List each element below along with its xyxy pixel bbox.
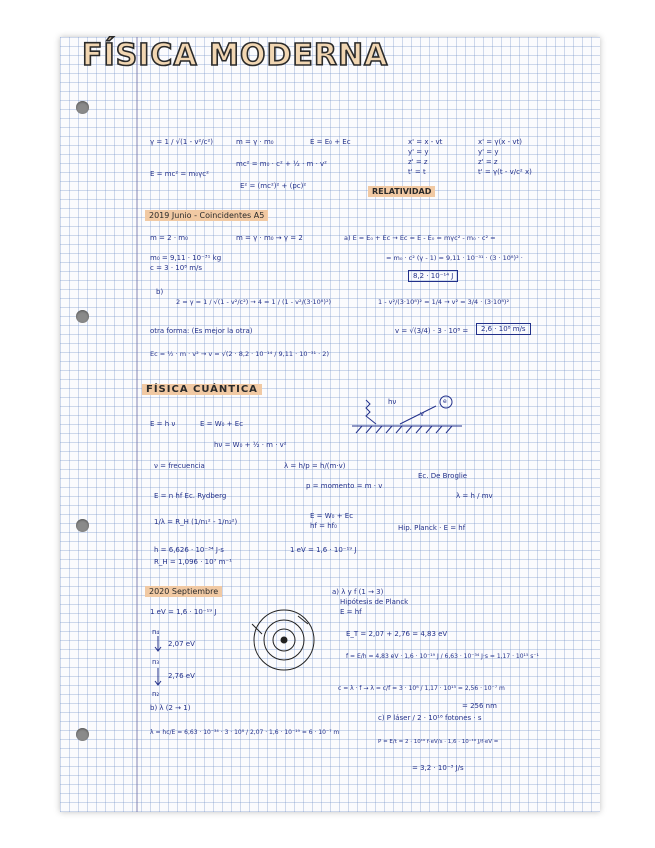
cuantica-line: λ = h / mv — [456, 492, 493, 500]
energy-value: 2,07 eV — [168, 640, 195, 648]
lorentz2-t: t' = γ(t - v/c² x) — [478, 168, 532, 176]
exercise-line: = m₀ · c² (γ - 1) = 9,11 · 10⁻³¹ · (3 · 10⁸)² · — [386, 254, 523, 262]
exercise-line: 2 = γ = 1 / √(1 - v²/c²) → 4 = 1 / (1 - v²/(3·10⁸)²) — [176, 298, 332, 306]
relatividad-heading: RELATIVIDAD — [368, 186, 435, 197]
lorentz-x: x' = x - vt — [408, 138, 443, 146]
cuantica-line: Hip. Planck · E = hf — [398, 524, 466, 532]
surface-hatching — [356, 426, 452, 433]
result-box: 8,2 · 10⁻¹⁴ J — [408, 270, 458, 282]
cuantica-line: E = W₀ + Ec — [310, 512, 354, 520]
cuantica-line: hf = hf₀ — [310, 522, 337, 530]
cuantica-line: hν = W₀ + ½ · m · v² — [214, 441, 287, 449]
cuantica-line: Ec. De Broglie — [418, 472, 468, 480]
cuantica-line: h = 6,626 · 10⁻³⁴ J·s — [154, 546, 224, 554]
etotal-formula: E = mc² = m₀γc² — [150, 170, 209, 178]
electron-path — [400, 406, 436, 424]
cuantica-line: λ = h/p = h/(m·v) — [284, 462, 346, 470]
cuantica-line: 1/λ = R_H (1/n₁² - 1/n₂²) — [154, 518, 238, 526]
atom-diagram — [252, 610, 314, 670]
transition-arrows — [252, 616, 308, 634]
exercise-line: 1 - v²/(3·10⁸)² = 1/4 → v² = 3/4 · (3·10⁸)² — [378, 298, 510, 306]
exercise-line: m = 2 · m₀ — [150, 234, 188, 242]
exercise2020-line: c) P láser / 2 · 10¹⁶ fotones · s — [378, 714, 482, 722]
exercise2020-line: c = λ · f → λ = c/f = 3 · 10⁸ / 1,17 · 10¹⁵ = 2,56 · 10⁻⁷ m — [338, 685, 505, 692]
cuantica-line: E = n hf Ec. Rydberg — [154, 492, 227, 500]
cuantica-line: p = momento = m · v — [306, 482, 383, 490]
mc2-formula: mc² = m₀ · c² + ½ · m · v² — [236, 160, 327, 168]
exercise-line: m = γ · m₀ → γ = 2 — [236, 234, 303, 242]
exercise-line: b) — [156, 288, 164, 296]
exercise-line: a) E = E₀ + Ec → Ec = E - E₀ = mγc² - m₀ · c² = — [344, 234, 496, 242]
exercise2020-line: E = hf — [340, 608, 362, 616]
exercise2020-line: f = E/h = 4,83 eV · 1,6 · 10⁻¹⁹ J / 6,63 · 10⁻³⁴ J·s = 1,17 · 10¹⁵ s⁻¹ — [346, 653, 539, 660]
level-label: n₂ — [152, 690, 160, 698]
exercise2020-line: = 256 nm — [462, 702, 497, 710]
exercise-2020-heading: 2020 Septiembre — [145, 586, 222, 597]
lorentz2-y: y' = y — [478, 148, 499, 156]
velocity-label: v — [420, 410, 425, 418]
exercise-line: c = 3 · 10⁸ m/s — [150, 264, 203, 272]
exercise2020-line: Hipótesis de Planck — [340, 598, 409, 606]
lorentz-y: y' = y — [408, 148, 429, 156]
exercise2020-line: λ = hc/E = 6,63 · 10⁻³⁴ · 3 · 10⁸ / 2,07 · 1,6 · 10⁻¹⁹ = 6 · 10⁻⁷ m — [150, 729, 340, 736]
photon-label: hν — [388, 398, 397, 406]
mass-formula: m = γ · m₀ — [236, 138, 274, 146]
exercise2020-line: b) λ (2 → 1) — [150, 704, 191, 712]
cuantica-heading: FÍSICA CUÁNTICA — [142, 384, 262, 395]
nucleus-icon — [281, 637, 287, 643]
exercise2020-line: E_T = 2,07 + 2,76 = 4,83 eV — [346, 630, 448, 638]
exercise-line: Ec = ½ · m · v² → v = √(2 · 8,2 · 10⁻¹⁴ / 9,11 · 10⁻³¹ · 2) — [150, 350, 329, 358]
exercise2020-line: 1 eV = 1,6 · 10⁻¹⁹ J — [150, 608, 217, 616]
cuantica-line: E = h ν — [150, 420, 176, 428]
level-label: n₄ — [152, 628, 160, 636]
exercise2020-line: a) λ y f (1 → 3) — [332, 588, 384, 596]
gamma-formula: γ = 1 / √(1 - v²/c²) — [150, 138, 214, 146]
exercise-2019-heading: 2019 Junio - Coincidentes A5 — [145, 210, 268, 221]
electron-label: e — [443, 398, 447, 405]
lorentz-t: t' = t — [408, 168, 426, 176]
exercise-line: m₀ = 9,11 · 10⁻³¹ kg — [150, 254, 222, 262]
exercise-line: otra forma: (Es mejor la otra) — [150, 327, 253, 335]
lorentz-z: z' = z — [408, 158, 428, 166]
cuantica-line: 1 eV = 1,6 · 10⁻¹⁹ J — [290, 546, 357, 554]
exercise2020-line: = 3,2 · 10⁻³ J/s — [412, 764, 464, 772]
energy-formula: E = E₀ + Ec — [310, 138, 351, 146]
exercise2020-line: P = E/t = 2 · 10¹⁶ f·eV/s · 1,6 · 10⁻¹⁹ J/f·eV = — [378, 739, 499, 745]
photon-wave — [366, 400, 376, 424]
result-box: 2,6 · 10⁸ m/s — [476, 323, 531, 335]
e2-formula: E² = (mc²)² + (pc)² — [240, 182, 307, 190]
cuantica-line: E = W₀ + Ec — [200, 420, 244, 428]
lorentz2-z: z' = z — [478, 158, 498, 166]
exercise-line: v = √(3/4) · 3 · 10⁸ = — [395, 327, 469, 335]
level-label: n₃ — [152, 658, 160, 666]
cuantica-line: R_H = 1,096 · 10⁷ m⁻¹ — [154, 558, 232, 566]
lorentz2-x: x' = γ(x - vt) — [478, 138, 522, 146]
energy-value: 2,76 eV — [168, 672, 195, 680]
cuantica-line: ν = frecuencia — [154, 462, 205, 470]
page-title: FÍSICA MODERNA — [82, 38, 389, 73]
